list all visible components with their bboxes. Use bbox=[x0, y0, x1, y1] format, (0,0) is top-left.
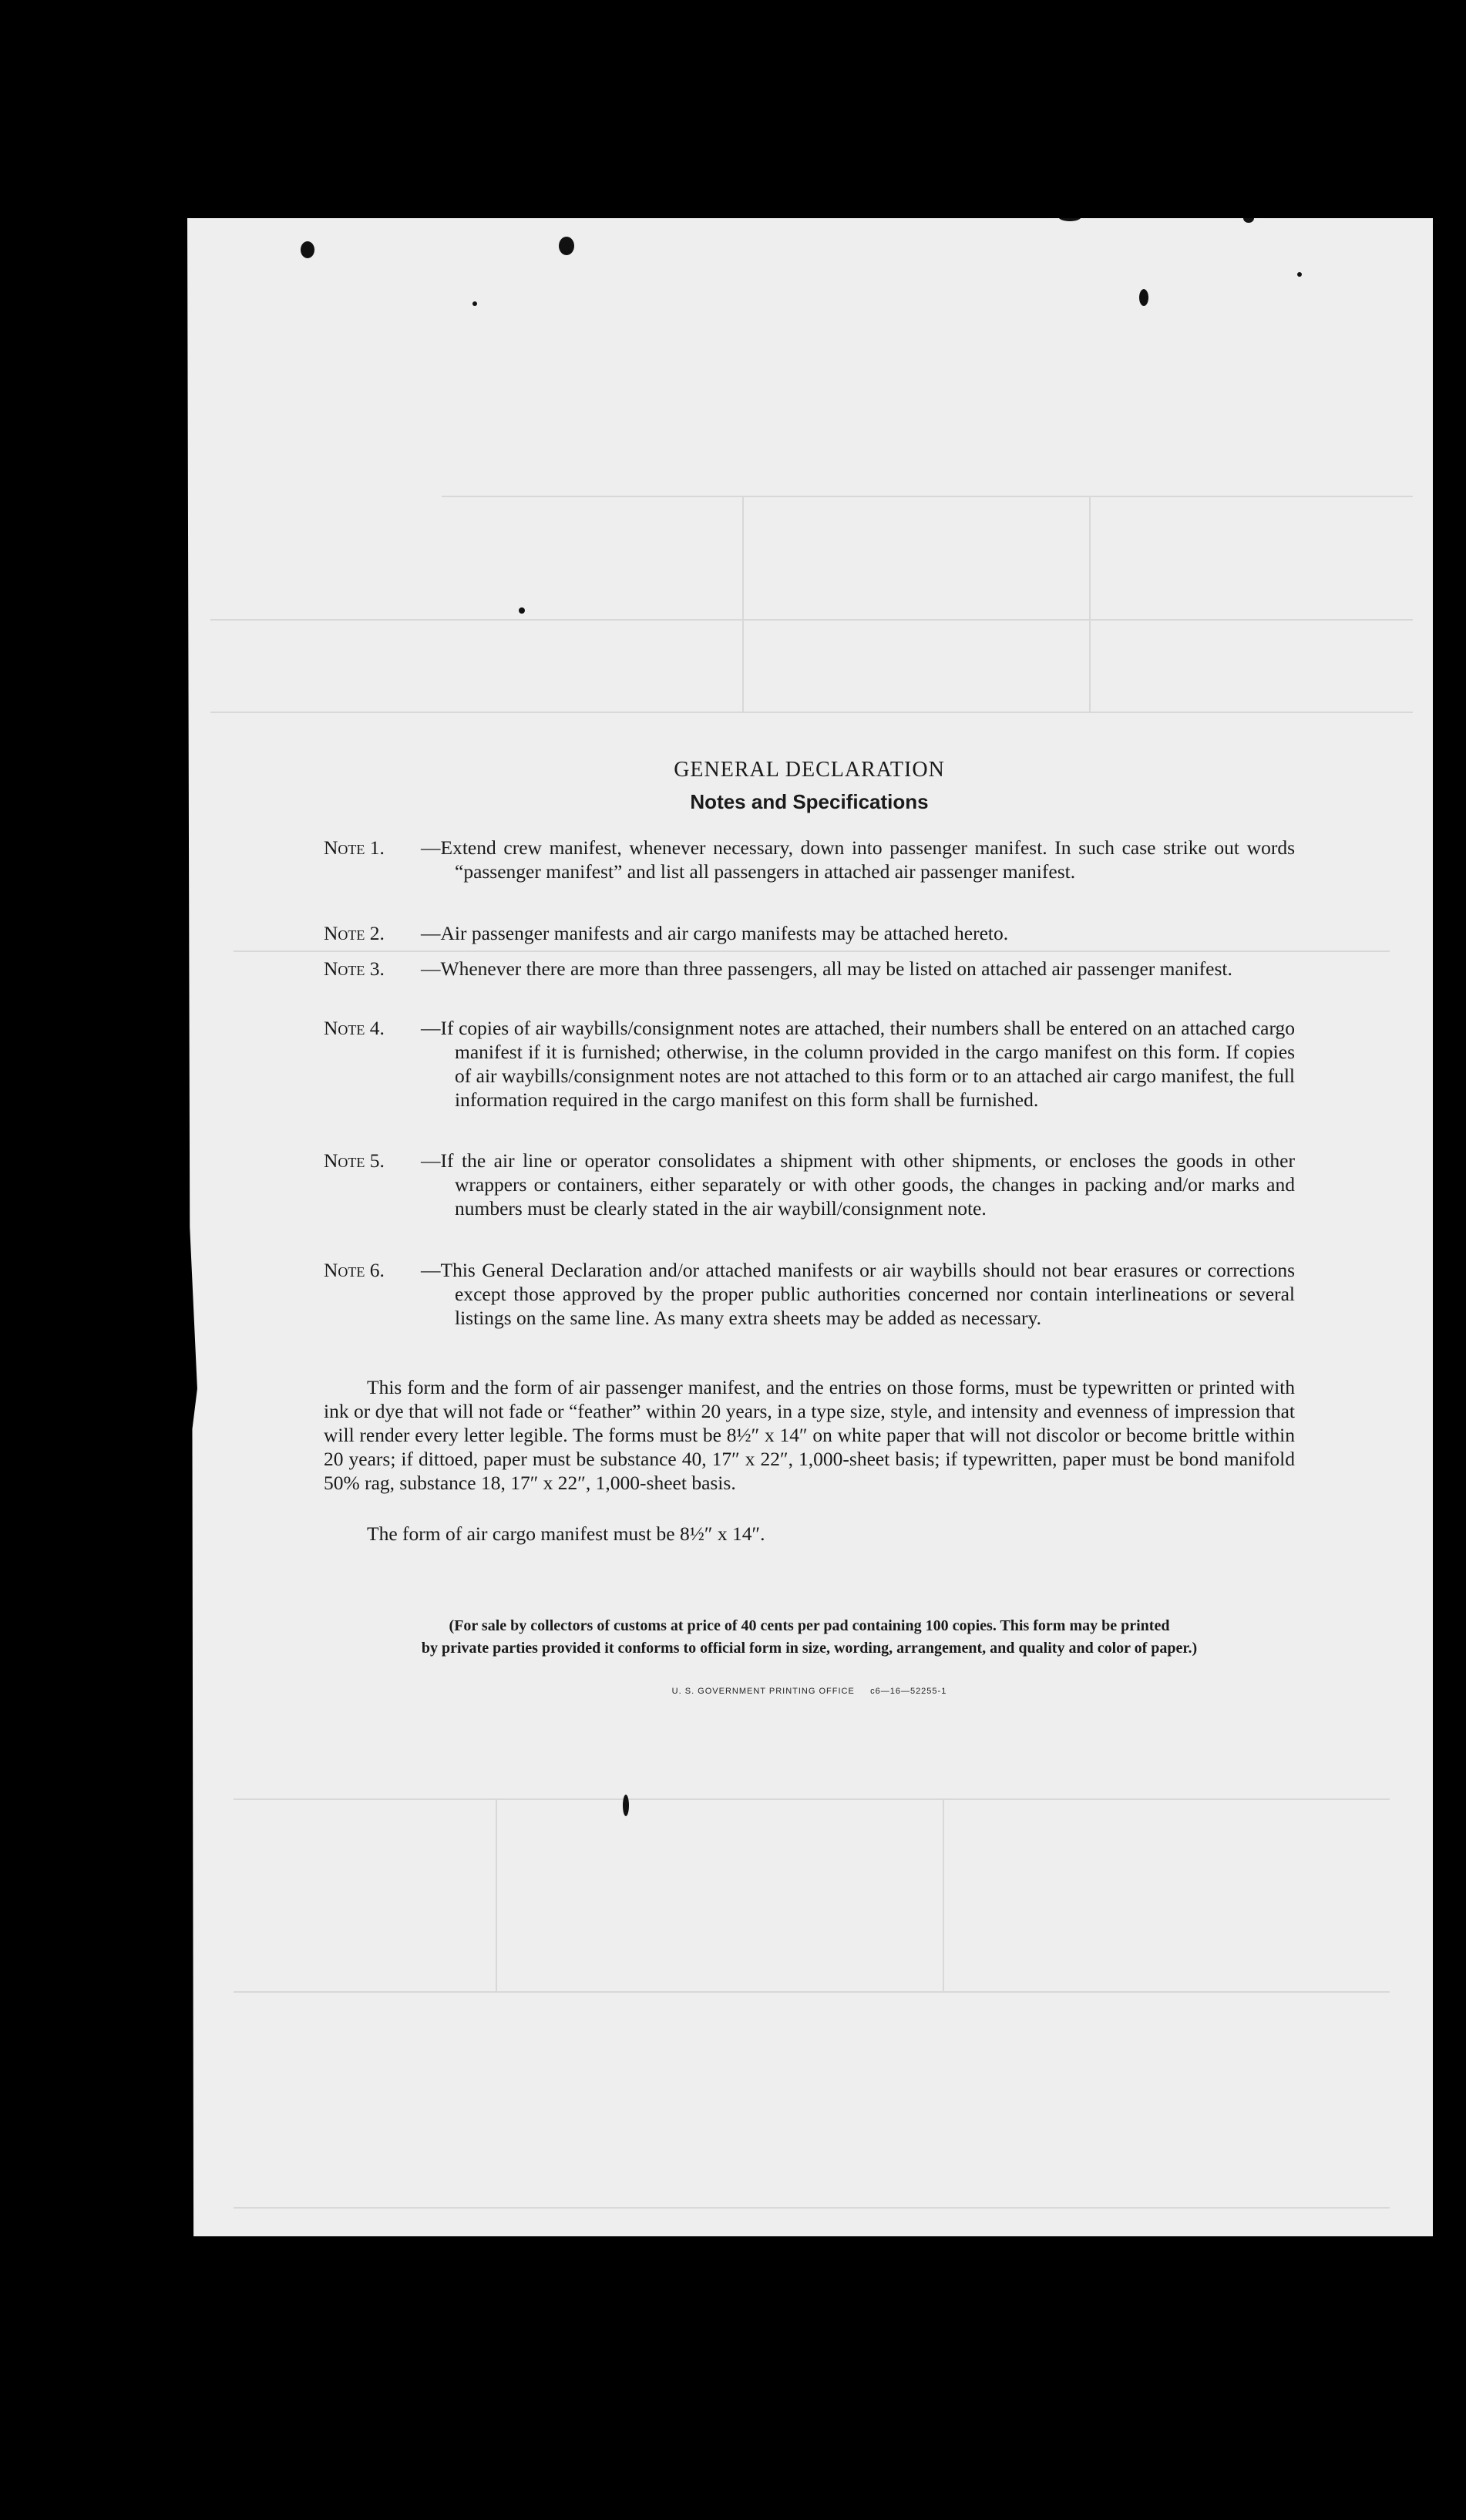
note-label: Note 4. bbox=[324, 1017, 385, 1039]
note-label: Note 3. bbox=[324, 957, 385, 980]
sale-notice bbox=[324, 1615, 1295, 1660]
note-4 bbox=[324, 1016, 1295, 1112]
note-label: Note 2. bbox=[324, 922, 385, 944]
note-text: —If the air line or operator consolidates a shipment with other shipments, or encloses the goods in other wrappers or containers, either separately or with other goods, the changes in packing and/or marks and numbers must be clearly stated in the air waybill/consignment note. bbox=[421, 1149, 1295, 1220]
note-text: —Whenever there are more than three passengers, all may be listed on attached air passenger manifest. bbox=[421, 957, 1232, 980]
notes-and-specifications bbox=[324, 0, 1295, 2520]
note-2 bbox=[324, 921, 1295, 945]
note-5 bbox=[324, 1149, 1295, 1220]
note-text: —Air passenger manifests and air cargo manifests may be attached hereto. bbox=[421, 922, 1009, 944]
specification-paragraph: This form and the form of air passenger manifest, and the entries on those forms, must be typewritten or printed with ink or dye that will not fade or “feather” within 20 years, in a type size, style, and intensity and evenness of impression that will render every letter legible. The forms must be 8½″ x 14″ on white paper that will not discolor or become brittle within 20 years; if dittoed, paper must be substance 40, 17″ x 22″, 1,000-sheet basis; if typewritten, paper must be bond manifold 50% rag, substance 18, 17″ x 22″, 1,000-sheet basis. bbox=[324, 1376, 1295, 1494]
note-label: Note 6. bbox=[324, 1259, 385, 1281]
note-3 bbox=[324, 957, 1295, 981]
note-1 bbox=[324, 836, 1295, 883]
note-label: Note 1. bbox=[324, 836, 385, 859]
note-label: Note 5. bbox=[324, 1149, 385, 1172]
gpo-imprint: U. S. GOVERNMENT PRINTING OFFICE c6—16—52255-1 bbox=[671, 1687, 947, 1696]
note-text: —If copies of air waybills/consignment notes are attached, their numbers shall be entered on an attached cargo manifest if it is furnished; otherwise, in the column provided in the cargo manifest on this form. If copies of air waybills/consignment notes are not attached to this form or to an attached air cargo manifest, the full information required in the cargo manifest on this form shall be furnished. bbox=[421, 1017, 1295, 1111]
speck bbox=[1297, 272, 1302, 277]
sale-notice-line: (For sale by collectors of customs at price of 40 cents per pad containing 100 copies. This form may be printed bbox=[449, 1617, 1170, 1634]
speck bbox=[301, 241, 314, 258]
page-subtitle: Notes and Specifications bbox=[690, 790, 929, 813]
note-text: —Extend crew manifest, whenever necessary, down into passenger manifest. In such case strike out words “passenger manifest” and list all passengers in attached air passenger manifest. bbox=[421, 836, 1295, 883]
sale-notice-line: by private parties provided it conforms to official form in size, wording, arrangement, and quality and color of paper.) bbox=[421, 1640, 1198, 1657]
cargo-size-line: The form of air cargo manifest must be 8½″ x 14″. bbox=[367, 1522, 765, 1545]
note-text: —This General Declaration and/or attached manifests or air waybills should not bear erasures or corrections except those approved by the proper public authorities concerned nor contain interlineations or several listings on the same line. As many extra sheets may be added as necessary. bbox=[421, 1259, 1295, 1329]
page-title: GENERAL DECLARATION bbox=[674, 758, 945, 782]
note-6 bbox=[324, 1258, 1295, 1330]
